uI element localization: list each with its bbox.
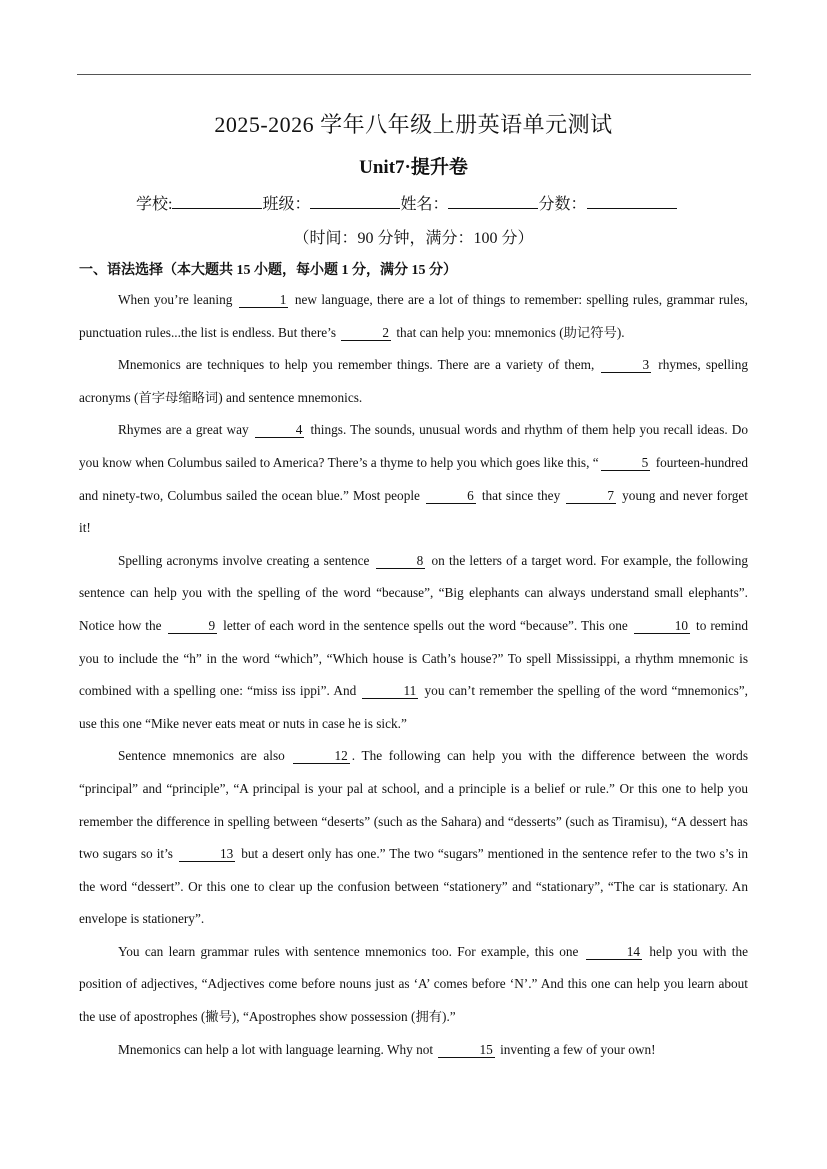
paragraph-3 [79,414,748,544]
page-title: 2025-2026 学年八年级上册英语单元测试 [214,112,613,137]
text: Mnemonics are techniques to help you remember things. There are a variety of them, [118,357,595,373]
blank-1[interactable]: 1 [239,293,289,308]
score-label: 分数： [538,196,587,213]
blank-2[interactable]: 2 [341,326,391,341]
time-info: （时间：90 分钟，满分：100 分） [293,230,534,247]
blank-3[interactable]: 3 [601,358,651,373]
student-info-row [136,191,736,214]
blank-4[interactable]: 4 [255,423,305,438]
class-blank[interactable] [310,194,400,209]
text: Mnemonics can help a lot with language learning. Why not [118,1041,434,1057]
blank-8[interactable]: 8 [376,554,426,569]
blank-11[interactable]: 11 [362,684,418,699]
text: You can learn grammar rules with sentence mnemonics too. For example, this one [118,943,579,959]
text: that since they [481,487,561,503]
paragraph-7 [79,1034,748,1067]
text: you can’t remember the spelling of the word “mnemonics”, use this one “Mike never eats meat or nuts in case he is sick.” [79,683,748,731]
page-subtitle: Unit7·提升卷 [359,157,468,178]
blank-6[interactable]: 6 [426,489,476,504]
text: letter of each word in the sentence spells out the word “because”. This one [223,617,628,633]
header-rule [77,74,751,75]
text: When you’re leaning [118,292,233,307]
text: that can help you: mnemonics (助记符号). [396,324,625,340]
paragraph-4 [79,545,748,741]
blank-10[interactable]: 10 [634,619,690,634]
blank-13[interactable]: 13 [179,847,235,862]
section-heading: 一、语法选择（本大题共 15 小题，每小题 1 分，满分 15 分） [79,263,457,278]
paragraph-2 [79,349,748,414]
paragraph-5 [79,740,748,936]
text: Rhymes are a great way [118,422,249,438]
blank-14[interactable]: 14 [586,945,642,960]
paragraph-6 [79,936,748,1034]
text: but a desert only has one.” The two “sugars” mentioned in the sentence refer to the two s’s in the word “dessert”. Or this one to clear up the confusion between “stationery” and “stationary”, “The car is stationary. An envelope is stationery”. [79,846,748,927]
name-label: 姓名： [400,196,449,213]
passage [79,284,748,1066]
text: . The following can help you with the difference between the words “principal” and “principle”, “A principal is your pal at school, and a principle is a belief or rule.” Or this one to help you remember the difference in spelling between “deserts” (such as the Sahara) and “desserts” (such as Tiramisu), “A dessert has two sugars so it’s [79,748,749,862]
score-blank[interactable] [587,194,677,209]
paragraph-1 [79,284,748,349]
school-blank[interactable] [172,194,262,209]
blank-12[interactable]: 12 [293,749,349,764]
name-blank[interactable] [448,194,538,209]
blank-5[interactable]: 5 [601,456,651,471]
text: young and never forget it! [79,487,748,536]
text: fourteen-hundred and ninety-two, Columbus sailed the ocean blue.” Most people [79,454,748,503]
text: inventing a few of your own! [500,1041,656,1057]
blank-9[interactable]: 9 [168,619,218,634]
text: new language, there are a lot of things to remember: spelling rules, grammar rules, punctuation rules...the list is endless. But there’s [79,292,749,340]
class-label: 班级： [262,196,311,213]
blank-7[interactable]: 7 [566,489,616,504]
blank-15[interactable]: 15 [438,1043,494,1058]
text: things. The sounds, unusual words and rhythm of them help you recall ideas. Do you know when Columbus sailed to America? There’s a thyme to help you which goes like this, “ [79,422,749,470]
text: help you with the position of adjectives, “Adjectives come before nouns just as ‘A’ comes before ‘N’.” And this one can help you learn about the use of apostrophes (撇号), “Apostrophes show possession (拥有).” [79,943,748,1025]
text: on the letters of a target word. For example, the following sentence can help you with the spelling of the word “because”, “Big elephants can always understand small elephants”. Notice how the [79,552,748,633]
school-label: 学校: [136,196,173,213]
text: rhymes, spelling acronyms (首字母缩略词) and sentence mnemonics. [79,357,748,405]
text: to remind you to include the “h” in the word “which”, “Which house is Cath’s house?” To spell Mississippi, a rhythm mnemonic is combined with a spelling one: “miss iss ippi”. And [79,617,748,699]
text: Spelling acronyms involve creating a sentence [118,552,370,568]
text: Sentence mnemonics are also [118,748,285,764]
